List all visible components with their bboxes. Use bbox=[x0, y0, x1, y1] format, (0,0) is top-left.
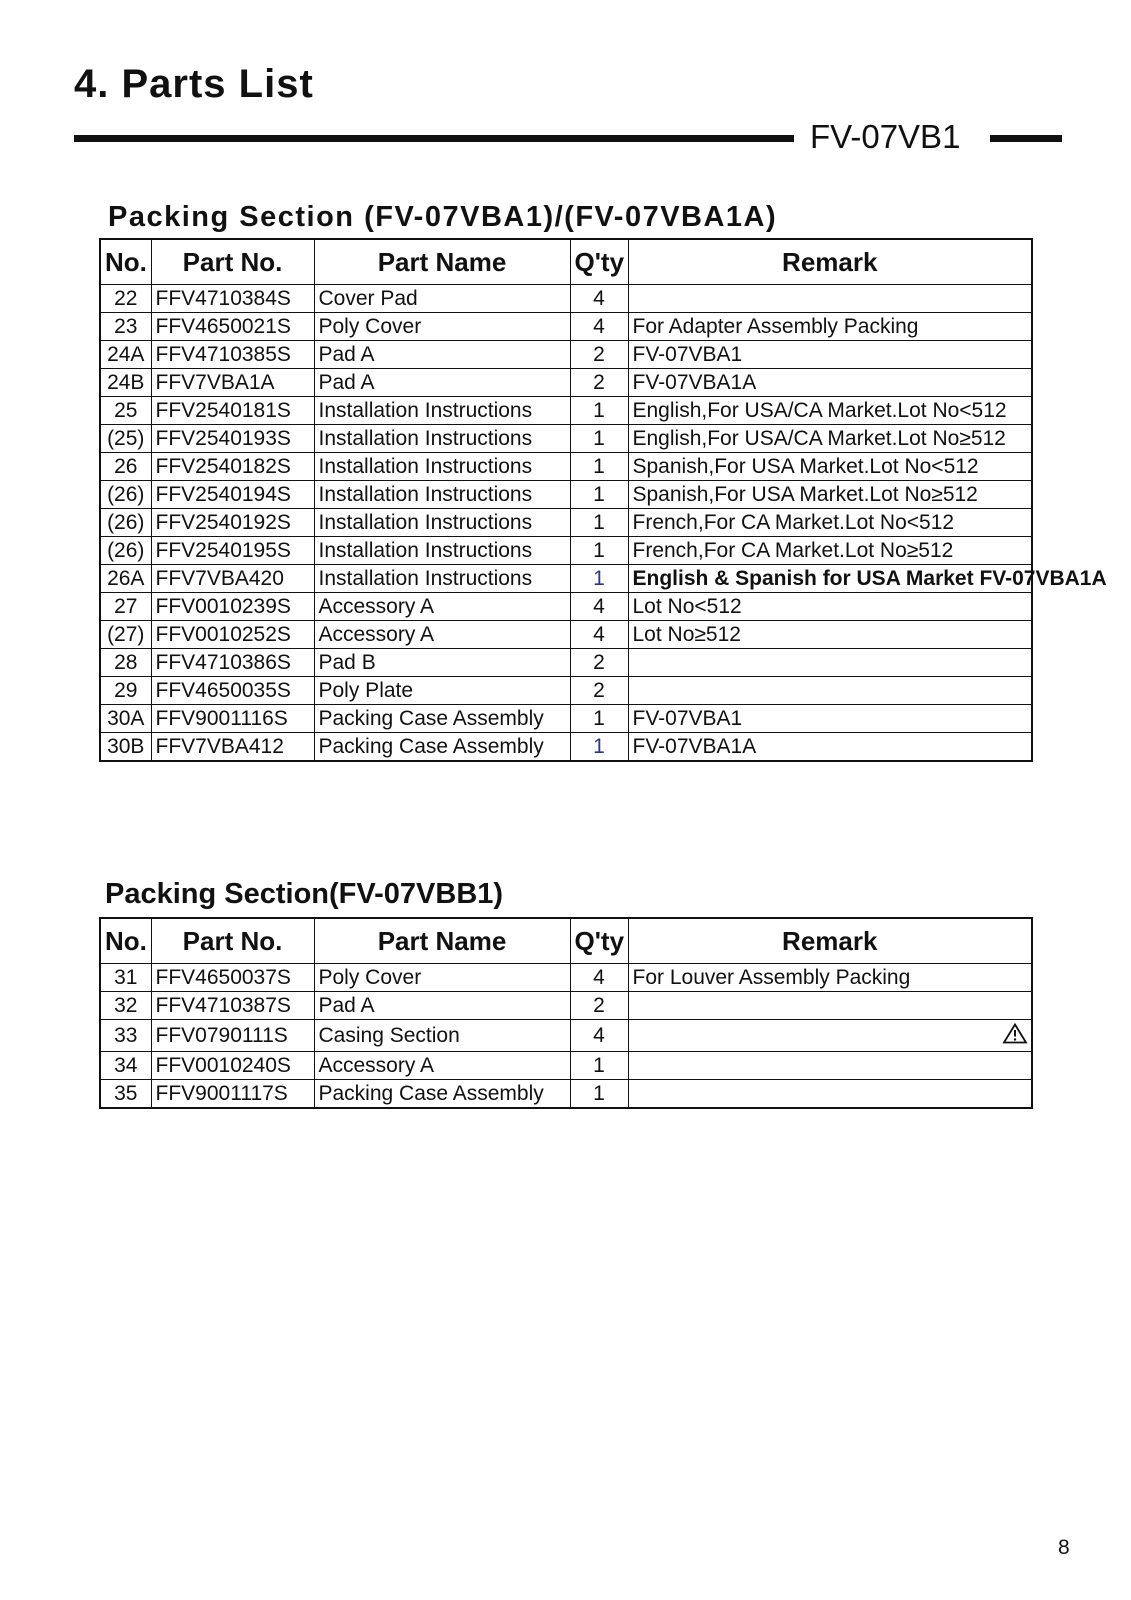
cell-part-no: FFV7VBA420 bbox=[151, 565, 314, 593]
cell-part-no: FFV0010240S bbox=[151, 1052, 314, 1080]
column-header-qty: Q'ty bbox=[570, 918, 628, 964]
cell-qty: 1 bbox=[570, 481, 628, 509]
cell-part-name: Packing Case Assembly bbox=[314, 705, 570, 733]
cell-remark: Spanish,For USA Market.Lot No≥512 bbox=[628, 481, 1032, 509]
table-header-row bbox=[100, 239, 1032, 285]
cell-no: 26 bbox=[100, 453, 151, 481]
cell-part-no: FFV9001116S bbox=[151, 705, 314, 733]
column-header-part-name: Part Name bbox=[314, 239, 570, 285]
cell-qty: 1 bbox=[570, 537, 628, 565]
table-row bbox=[100, 992, 1032, 1020]
cell-qty: 4 bbox=[570, 313, 628, 341]
cell-qty: 2 bbox=[570, 341, 628, 369]
cell-no: 29 bbox=[100, 677, 151, 705]
column-header-qty: Q'ty bbox=[570, 239, 628, 285]
warning-triangle-icon bbox=[1003, 1023, 1027, 1051]
cell-part-name: Poly Cover bbox=[314, 964, 570, 992]
cell-part-name: Poly Cover bbox=[314, 313, 570, 341]
cell-part-name: Pad B bbox=[314, 649, 570, 677]
cell-part-name: Pad A bbox=[314, 369, 570, 397]
cell-part-name: Pad A bbox=[314, 341, 570, 369]
cell-remark: French,For CA Market.Lot No<512 bbox=[628, 509, 1032, 537]
cell-part-name: Casing Section bbox=[314, 1020, 570, 1052]
cell-remark bbox=[628, 1020, 1032, 1052]
cell-part-no: FFV4650037S bbox=[151, 964, 314, 992]
table-row bbox=[100, 565, 1032, 593]
table-row bbox=[100, 677, 1032, 705]
cell-part-no: FFV2540181S bbox=[151, 397, 314, 425]
parts-table-packing-vbb1 bbox=[99, 917, 1033, 1109]
cell-part-no: FFV2540182S bbox=[151, 453, 314, 481]
cell-no: 26A bbox=[100, 565, 151, 593]
cell-part-no: FFV2540192S bbox=[151, 509, 314, 537]
cell-no: 30A bbox=[100, 705, 151, 733]
cell-remark: For Adapter Assembly Packing bbox=[628, 313, 1032, 341]
table-row bbox=[100, 453, 1032, 481]
table-row bbox=[100, 621, 1032, 649]
column-header-part-no: Part No. bbox=[151, 239, 314, 285]
cell-qty: 4 bbox=[570, 1020, 628, 1052]
cell-part-name: Installation Instructions bbox=[314, 397, 570, 425]
cell-qty: 1 bbox=[570, 565, 628, 593]
cell-part-name: Packing Case Assembly bbox=[314, 1080, 570, 1109]
page-title: 4. Parts List bbox=[74, 62, 314, 106]
table-row bbox=[100, 649, 1032, 677]
cell-part-no: FFV4650021S bbox=[151, 313, 314, 341]
cell-no: 30B bbox=[100, 733, 151, 762]
cell-no: 24B bbox=[100, 369, 151, 397]
cell-part-no: FFV7VBA1A bbox=[151, 369, 314, 397]
cell-qty: 4 bbox=[570, 593, 628, 621]
table-row bbox=[100, 425, 1032, 453]
cell-part-name: Installation Instructions bbox=[314, 481, 570, 509]
table-row bbox=[100, 481, 1032, 509]
cell-remark: FV-07VBA1 bbox=[628, 341, 1032, 369]
cell-part-name: Accessory A bbox=[314, 1052, 570, 1080]
cell-part-no: FFV0790111S bbox=[151, 1020, 314, 1052]
cell-qty: 4 bbox=[570, 621, 628, 649]
cell-part-no: FFV2540195S bbox=[151, 537, 314, 565]
cell-remark bbox=[628, 649, 1032, 677]
cell-part-no: FFV0010239S bbox=[151, 593, 314, 621]
cell-no: (27) bbox=[100, 621, 151, 649]
cell-no: 22 bbox=[100, 285, 151, 313]
cell-qty: 1 bbox=[570, 705, 628, 733]
cell-qty: 2 bbox=[570, 649, 628, 677]
cell-part-name: Packing Case Assembly bbox=[314, 733, 570, 762]
table-row bbox=[100, 537, 1032, 565]
cell-no: (26) bbox=[100, 481, 151, 509]
header-rule-left bbox=[74, 135, 794, 142]
cell-qty: 4 bbox=[570, 964, 628, 992]
cell-part-name: Installation Instructions bbox=[314, 565, 570, 593]
cell-part-no: FFV0010252S bbox=[151, 621, 314, 649]
cell-part-no: FFV4710386S bbox=[151, 649, 314, 677]
header-rule-right bbox=[990, 135, 1062, 142]
table-row bbox=[100, 313, 1032, 341]
column-header-no: No. bbox=[100, 239, 151, 285]
column-header-part-name: Part Name bbox=[314, 918, 570, 964]
section-title-packing-vba1: Packing Section (FV-07VBA1)/(FV-07VBA1A) bbox=[108, 201, 778, 233]
column-header-remark: Remark bbox=[628, 239, 1032, 285]
table-row bbox=[100, 341, 1032, 369]
cell-remark: Lot No≥512 bbox=[628, 621, 1032, 649]
cell-part-no: FFV4710387S bbox=[151, 992, 314, 1020]
column-header-part-no: Part No. bbox=[151, 918, 314, 964]
cell-remark: For Louver Assembly Packing bbox=[628, 964, 1032, 992]
table-row bbox=[100, 285, 1032, 313]
page-number: 8 bbox=[1058, 1536, 1070, 1559]
cell-part-name: Accessory A bbox=[314, 621, 570, 649]
cell-part-name: Poly Plate bbox=[314, 677, 570, 705]
cell-remark bbox=[628, 285, 1032, 313]
cell-part-no: FFV4710384S bbox=[151, 285, 314, 313]
cell-no: 32 bbox=[100, 992, 151, 1020]
cell-remark: Spanish,For USA Market.Lot No<512 bbox=[628, 453, 1032, 481]
table-row bbox=[100, 1052, 1032, 1080]
table-row bbox=[100, 593, 1032, 621]
table-row bbox=[100, 1080, 1032, 1109]
table-header-row bbox=[100, 918, 1032, 964]
cell-remark: English,For USA/CA Market.Lot No<512 bbox=[628, 397, 1032, 425]
cell-qty: 1 bbox=[570, 733, 628, 762]
cell-part-name: Installation Instructions bbox=[314, 425, 570, 453]
cell-remark bbox=[628, 677, 1032, 705]
cell-remark: French,For CA Market.Lot No≥512 bbox=[628, 537, 1032, 565]
table-row bbox=[100, 733, 1032, 762]
cell-part-no: FFV7VBA412 bbox=[151, 733, 314, 762]
cell-qty: 1 bbox=[570, 453, 628, 481]
cell-part-name: Pad A bbox=[314, 992, 570, 1020]
table-row bbox=[100, 705, 1032, 733]
cell-part-no: FFV2540193S bbox=[151, 425, 314, 453]
cell-qty: 1 bbox=[570, 1080, 628, 1109]
cell-no: 23 bbox=[100, 313, 151, 341]
table-row bbox=[100, 397, 1032, 425]
cell-part-no: FFV9001117S bbox=[151, 1080, 314, 1109]
parts-table-packing-vba1 bbox=[99, 238, 1107, 762]
cell-qty: 1 bbox=[570, 397, 628, 425]
cell-part-no: FFV4650035S bbox=[151, 677, 314, 705]
cell-no: (26) bbox=[100, 509, 151, 537]
cell-no: 25 bbox=[100, 397, 151, 425]
cell-no: (25) bbox=[100, 425, 151, 453]
table-row bbox=[100, 964, 1032, 992]
cell-remark bbox=[628, 992, 1032, 1020]
cell-no: 33 bbox=[100, 1020, 151, 1052]
cell-qty: 1 bbox=[570, 509, 628, 537]
cell-qty: 2 bbox=[570, 369, 628, 397]
cell-remark: FV-07VBA1A bbox=[628, 369, 1032, 397]
model-code: FV-07VB1 bbox=[810, 118, 961, 155]
cell-part-no: FFV2540194S bbox=[151, 481, 314, 509]
cell-part-name: Cover Pad bbox=[314, 285, 570, 313]
table-row bbox=[100, 369, 1032, 397]
table-row bbox=[100, 509, 1032, 537]
cell-qty: 1 bbox=[570, 425, 628, 453]
cell-no: 31 bbox=[100, 964, 151, 992]
cell-remark: FV-07VBA1A bbox=[628, 733, 1032, 762]
cell-part-name: Installation Instructions bbox=[314, 509, 570, 537]
cell-part-name: Installation Instructions bbox=[314, 537, 570, 565]
column-header-no: No. bbox=[100, 918, 151, 964]
column-header-remark: Remark bbox=[628, 918, 1032, 964]
cell-no: 28 bbox=[100, 649, 151, 677]
cell-remark: English,For USA/CA Market.Lot No≥512 bbox=[628, 425, 1032, 453]
cell-no: (26) bbox=[100, 537, 151, 565]
cell-qty: 2 bbox=[570, 992, 628, 1020]
cell-part-name: Accessory A bbox=[314, 593, 570, 621]
cell-qty: 2 bbox=[570, 677, 628, 705]
table-row bbox=[100, 1020, 1032, 1052]
cell-remark: FV-07VBA1 bbox=[628, 705, 1032, 733]
cell-remark bbox=[628, 1052, 1032, 1080]
cell-no: 24A bbox=[100, 341, 151, 369]
cell-qty: 4 bbox=[570, 285, 628, 313]
cell-remark: Lot No<512 bbox=[628, 593, 1032, 621]
cell-remark: English & Spanish for USA Market FV-07VBA1A bbox=[628, 565, 1032, 593]
cell-no: 34 bbox=[100, 1052, 151, 1080]
cell-no: 27 bbox=[100, 593, 151, 621]
cell-no: 35 bbox=[100, 1080, 151, 1109]
cell-part-name: Installation Instructions bbox=[314, 453, 570, 481]
section-title-packing-vbb1: Packing Section(FV-07VBB1) bbox=[105, 878, 504, 910]
cell-qty: 1 bbox=[570, 1052, 628, 1080]
cell-part-no: FFV4710385S bbox=[151, 341, 314, 369]
cell-remark bbox=[628, 1080, 1032, 1109]
